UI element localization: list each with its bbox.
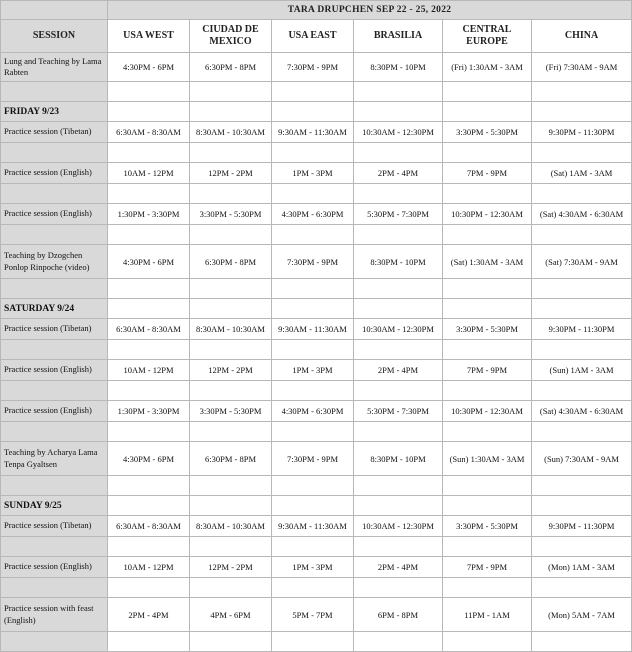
spacer-row [1,632,632,652]
session-row [1,53,632,82]
empty-cell [532,537,632,557]
time-cell: 7:30PM - 9PM [272,53,354,82]
empty-cell [443,537,532,557]
empty-cell [354,496,443,516]
session-label: Teaching by Dzogchen Ponlop Rinpoche (video) [1,245,108,279]
spacer-row [1,422,632,442]
empty-cell [354,340,443,360]
session-label: Lung and Teaching by Lama Rabten [1,53,108,82]
time-cell: 3:30PM - 5:30PM [443,319,532,340]
empty-cell [443,422,532,442]
session-label: Teaching by Acharya Lama Tenpa Gyaltsen [1,442,108,476]
time-cell: 4:30PM - 6PM [108,53,190,82]
empty-cell [190,184,272,204]
empty-cell [354,381,443,401]
session-row [1,598,632,632]
time-cell: 10AM - 12PM [108,163,190,184]
empty-cell [354,225,443,245]
spacer-label-cell [1,537,108,557]
time-cell: 6:30AM - 8:30AM [108,122,190,143]
empty-cell [108,279,190,299]
time-cell: 1:30PM - 3:30PM [108,204,190,225]
time-cell: (Sat) 1AM - 3AM [532,163,632,184]
time-cell: 4PM - 6PM [190,598,272,632]
time-cell: (Sun) 7:30AM - 9AM [532,442,632,476]
time-cell: (Sat) 4:30AM - 6:30AM [532,401,632,422]
empty-cell [532,82,632,102]
empty-cell [190,496,272,516]
spacer-label-cell [1,422,108,442]
time-cell: 4:30PM - 6PM [108,245,190,279]
day-label: SUNDAY 9/25 [1,496,108,516]
time-cell: 1PM - 3PM [272,557,354,578]
session-row [1,245,632,279]
empty-cell [108,340,190,360]
empty-cell [532,422,632,442]
empty-cell [190,340,272,360]
empty-cell [108,632,190,652]
day-label: SATURDAY 9/24 [1,299,108,319]
empty-cell [190,225,272,245]
empty-cell [108,496,190,516]
time-cell: (Sun) 1:30AM - 3AM [443,442,532,476]
empty-cell [108,299,190,319]
empty-cell [108,537,190,557]
empty-cell [272,578,354,598]
empty-cell [532,476,632,496]
session-row [1,319,632,340]
empty-cell [272,381,354,401]
session-column-header: SESSION [1,20,108,53]
spacer-row [1,82,632,102]
time-cell: 2PM - 4PM [354,360,443,381]
time-cell: 4:30PM - 6PM [108,442,190,476]
empty-cell [190,299,272,319]
empty-cell [532,184,632,204]
empty-cell [354,632,443,652]
empty-cell [443,578,532,598]
time-cell: 9:30PM - 11:30PM [532,516,632,537]
empty-cell [272,102,354,122]
spacer-label-cell [1,279,108,299]
empty-cell [272,299,354,319]
spacer-label-cell [1,381,108,401]
time-cell: 5:30PM - 7:30PM [354,204,443,225]
empty-cell [354,537,443,557]
session-label: Practice session (English) [1,204,108,225]
time-cell: (Fri) 1:30AM - 3AM [443,53,532,82]
empty-cell [532,632,632,652]
time-cell: 1PM - 3PM [272,163,354,184]
empty-cell [443,476,532,496]
empty-cell [108,578,190,598]
time-cell: 7PM - 9PM [443,360,532,381]
spacer-row [1,578,632,598]
session-row [1,122,632,143]
time-cell: (Sat) 7:30AM - 9AM [532,245,632,279]
time-cell: 10:30AM - 12:30PM [354,516,443,537]
spacer-label-cell [1,82,108,102]
empty-cell [190,279,272,299]
time-cell: 11PM - 1AM [443,598,532,632]
column-header-ciudad-de-mexico: CIUDAD DE MEXICO [190,20,272,53]
session-label: Practice session (English) [1,163,108,184]
spacer-label-cell [1,340,108,360]
time-cell: 6:30AM - 8:30AM [108,516,190,537]
time-cell: 8:30PM - 10PM [354,245,443,279]
empty-cell [272,496,354,516]
time-cell: 10AM - 12PM [108,360,190,381]
spacer-row [1,184,632,204]
time-cell: 3:30PM - 5:30PM [443,122,532,143]
spacer-row [1,340,632,360]
time-cell: 5PM - 7PM [272,598,354,632]
empty-cell [272,225,354,245]
time-cell: 3:30PM - 5:30PM [190,401,272,422]
empty-cell [272,632,354,652]
time-cell: (Sat) 4:30AM - 6:30AM [532,204,632,225]
time-cell: 1PM - 3PM [272,360,354,381]
spacer-row [1,537,632,557]
empty-cell [532,102,632,122]
day-label: FRIDAY 9/23 [1,102,108,122]
time-cell: 9:30PM - 11:30PM [532,319,632,340]
time-cell: 7:30PM - 9PM [272,442,354,476]
session-row [1,360,632,381]
time-cell: 7:30PM - 9PM [272,245,354,279]
column-header-central-europe: CENTRAL EUROPE [443,20,532,53]
empty-cell [272,422,354,442]
empty-cell [354,143,443,163]
session-row [1,204,632,225]
spacer-row [1,381,632,401]
empty-cell [354,578,443,598]
schedule-title: TARA DRUPCHEN SEP 22 - 25, 2022 [108,1,632,20]
empty-cell [272,279,354,299]
time-cell: (Sun) 1AM - 3AM [532,360,632,381]
empty-cell [354,476,443,496]
empty-cell [443,496,532,516]
session-label: Practice session (English) [1,557,108,578]
time-cell: 7PM - 9PM [443,557,532,578]
empty-cell [443,102,532,122]
empty-cell [190,578,272,598]
empty-cell [108,102,190,122]
time-cell: (Mon) 1AM - 3AM [532,557,632,578]
time-cell: 10:30AM - 12:30PM [354,319,443,340]
session-row [1,163,632,184]
empty-cell [443,143,532,163]
time-cell: 6:30AM - 8:30AM [108,319,190,340]
empty-cell [354,82,443,102]
time-cell: 4:30PM - 6:30PM [272,204,354,225]
time-cell: 12PM - 2PM [190,163,272,184]
header-row [1,20,632,53]
column-header-usa-east: USA EAST [272,20,354,53]
empty-cell [443,184,532,204]
empty-cell [532,143,632,163]
session-row [1,516,632,537]
empty-cell [354,184,443,204]
day-header-row [1,102,632,122]
time-cell: 10:30AM - 12:30PM [354,122,443,143]
time-cell: 9:30AM - 11:30AM [272,122,354,143]
empty-cell [190,143,272,163]
time-cell: 8:30AM - 10:30AM [190,122,272,143]
empty-cell [532,299,632,319]
empty-cell [443,82,532,102]
column-header-usa-west: USA WEST [108,20,190,53]
spacer-label-cell [1,476,108,496]
time-cell: 12PM - 2PM [190,557,272,578]
empty-cell [190,632,272,652]
time-cell: 2PM - 4PM [108,598,190,632]
session-label: Practice session (English) [1,360,108,381]
time-cell: 2PM - 4PM [354,557,443,578]
time-cell: 6:30PM - 8PM [190,442,272,476]
column-header-brasilia: BRASILIA [354,20,443,53]
empty-cell [354,279,443,299]
spacer-row [1,279,632,299]
session-label: Practice session (Tibetan) [1,319,108,340]
time-cell: 9:30AM - 11:30AM [272,516,354,537]
empty-cell [190,82,272,102]
time-cell: 8:30PM - 10PM [354,442,443,476]
time-cell: 12PM - 2PM [190,360,272,381]
column-header-china: CHINA [532,20,632,53]
empty-cell [190,422,272,442]
day-header-row [1,496,632,516]
spacer-label-cell [1,578,108,598]
time-cell: 3:30PM - 5:30PM [443,516,532,537]
corner-cell [1,1,108,20]
empty-cell [532,381,632,401]
empty-cell [272,340,354,360]
empty-cell [532,340,632,360]
time-cell: 7PM - 9PM [443,163,532,184]
empty-cell [532,279,632,299]
empty-cell [443,299,532,319]
time-cell: 10AM - 12PM [108,557,190,578]
session-row [1,442,632,476]
time-cell: 6PM - 8PM [354,598,443,632]
time-cell: 8:30AM - 10:30AM [190,319,272,340]
empty-cell [354,422,443,442]
empty-cell [190,381,272,401]
empty-cell [443,340,532,360]
empty-cell [108,184,190,204]
empty-cell [108,143,190,163]
empty-cell [190,537,272,557]
empty-cell [272,476,354,496]
empty-cell [443,632,532,652]
empty-cell [354,299,443,319]
time-cell: (Mon) 5AM - 7AM [532,598,632,632]
time-cell: 10:30PM - 12:30AM [443,401,532,422]
session-label: Practice session (Tibetan) [1,122,108,143]
time-cell: 1:30PM - 3:30PM [108,401,190,422]
session-row [1,557,632,578]
empty-cell [190,476,272,496]
empty-cell [272,143,354,163]
time-cell: 8:30AM - 10:30AM [190,516,272,537]
spacer-row [1,143,632,163]
empty-cell [108,82,190,102]
empty-cell [272,537,354,557]
empty-cell [108,381,190,401]
session-label: Practice session with feast (English) [1,598,108,632]
spacer-label-cell [1,225,108,245]
session-label: Practice session (English) [1,401,108,422]
spacer-row [1,476,632,496]
time-cell: (Sat) 1:30AM - 3AM [443,245,532,279]
time-cell: 9:30AM - 11:30AM [272,319,354,340]
empty-cell [108,422,190,442]
empty-cell [108,225,190,245]
spacer-label-cell [1,184,108,204]
time-cell: 6:30PM - 8PM [190,53,272,82]
session-row [1,401,632,422]
time-cell: 8:30PM - 10PM [354,53,443,82]
empty-cell [443,381,532,401]
empty-cell [443,225,532,245]
empty-cell [532,496,632,516]
day-header-row [1,299,632,319]
empty-cell [108,476,190,496]
time-cell: 9:30PM - 11:30PM [532,122,632,143]
session-label: Practice session (Tibetan) [1,516,108,537]
title-row [1,1,632,20]
spacer-row [1,225,632,245]
empty-cell [272,184,354,204]
time-cell: 4:30PM - 6:30PM [272,401,354,422]
time-cell: 3:30PM - 5:30PM [190,204,272,225]
empty-cell [443,279,532,299]
time-cell: (Fri) 7:30AM - 9AM [532,53,632,82]
spacer-label-cell [1,632,108,652]
time-cell: 5:30PM - 7:30PM [354,401,443,422]
spacer-label-cell [1,143,108,163]
time-cell: 10:30PM - 12:30AM [443,204,532,225]
empty-cell [190,102,272,122]
empty-cell [532,225,632,245]
time-cell: 2PM - 4PM [354,163,443,184]
time-cell: 6:30PM - 8PM [190,245,272,279]
empty-cell [354,102,443,122]
empty-cell [532,578,632,598]
empty-cell [272,82,354,102]
